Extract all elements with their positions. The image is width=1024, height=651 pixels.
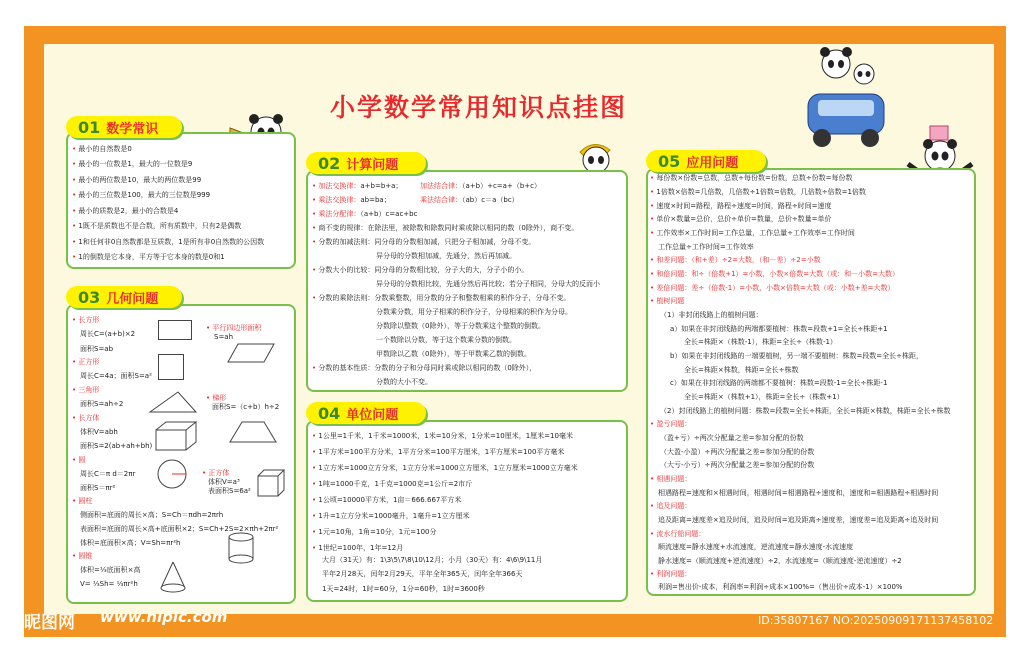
formula: 面积S=（c+b）h÷2: [212, 403, 280, 411]
formula: 体积=底面积×高；V=Sh=πr²h: [80, 539, 181, 547]
list-item: • 1元=10角，1角=10分，1元=100分: [312, 528, 437, 537]
law-row: [420, 196, 519, 205]
law-value: （a+b）c=ac+bc: [360, 210, 418, 218]
list-item: （大亏-小亏）÷两次分配量之差=参加分配的份数: [660, 461, 815, 469]
list-item: 工作总量÷工作时间=工作效率: [658, 243, 754, 251]
formula: 面积S=ab: [80, 345, 114, 353]
formula: 表面积=底面的周长×高+底面积×2；S=Ch+2S=2×πh+2πr²: [80, 525, 279, 533]
list-item: • 追及问题：: [650, 502, 691, 511]
section-title: 数学常识: [106, 121, 159, 137]
law-label: • 乘法交换律：: [312, 196, 360, 204]
list-item: • 1平方米=100平方分米，1平方分米=100平方厘米，1平方厘米=100平方毫米: [312, 448, 564, 457]
list-item: a）如果在非封闭线路的两端都要植树：株数=段数+1=全长÷株距+1: [670, 325, 888, 333]
law-label: • 乘法分配律：: [312, 210, 360, 218]
watermark-id: ID:35807167 NO:20250909171137458102: [758, 614, 994, 627]
law-row: [312, 210, 417, 219]
triangle-shape: [148, 390, 198, 414]
list-item: • 分数的乘除法则：分数乘整数，用分数的分子和整数相乘的积作分子，分母不变。: [312, 294, 570, 303]
section-02-header: [306, 152, 426, 174]
list-item: • 分数的加减法则：同分母的分数相加减，只把分子相加减，分母不变。: [312, 238, 535, 247]
list-item: • 1倍数×倍数=几倍数，几倍数÷1倍数=倍数，几倍数÷倍数=1倍数: [650, 188, 866, 197]
list-item: • 分数的基本性质：分数的分子和分母同时乘或除以相同的数（0除外），: [312, 364, 536, 373]
formula: V= ⅓Sh= ⅓πr²h: [80, 580, 138, 588]
law-row: [312, 196, 391, 205]
trapezoid-shape: [228, 420, 278, 444]
list-item: • 每份数×份数=总数，总数÷每份数=份数，总数÷份数=每份数: [650, 174, 853, 183]
list-item: 大月（31天）有：1\3\5\7\8\10\12月；小月（30天）有：4\6\9\11月: [322, 556, 543, 564]
formula: 体积V=a³: [208, 478, 240, 486]
list-item: • 和倍问题：和÷（倍数+1）=小数，小数×倍数=大数（或：和－小数=大数）: [650, 270, 899, 279]
cube-shape: [256, 468, 286, 498]
section-number: 01: [78, 117, 101, 137]
list-item: b）如果在非封闭线路的一端要植树，另一端不要植树：株数=段数=全长÷株距，: [670, 352, 924, 360]
list-item: • 相遇问题：: [650, 475, 691, 484]
list-item: 相遇路程=速度和×相遇时间，相遇时间=相遇路程÷速度和，速度和=相遇路程÷相遇时间: [658, 489, 939, 497]
list-item: • 差倍问题：差÷（倍数-1）=小数，小数×倍数=大数（或：小数+差=大数）: [650, 284, 895, 293]
list-item: • 最小的一位数是1，最大的一位数是9: [72, 160, 192, 169]
panda-car-icon: [804, 42, 888, 154]
law-row: [312, 182, 402, 191]
shape-name: • 长方体: [72, 414, 99, 423]
law-label: 加法结合律：: [420, 182, 462, 190]
formula: 体积=⅓底面积×高: [80, 566, 141, 574]
list-item: • 最小的自然数是0: [72, 145, 132, 154]
list-item: • 商不变的规律：在除法里，被除数和除数同时乘或除以相同的数（0除外），商不变。: [312, 224, 578, 233]
law-label: • 加法交换律：: [312, 182, 360, 190]
law-value: （a+b）+c=a+（b+c）: [462, 182, 541, 190]
formula: 周长C=(a+b)×2: [80, 330, 136, 338]
list-item: • 植树问题: [650, 297, 684, 306]
list-item: • 1和任何非0自然数都是互质数，1是所有非0自然数的公因数: [72, 238, 264, 247]
shape-name: • 梯形: [206, 394, 226, 403]
cuboid-shape: [154, 420, 198, 452]
section-03-header: [66, 286, 182, 308]
law-value: ab=ba；: [360, 196, 391, 204]
list-item: 平年2月28天，闰年2月29天，平年全年365天，闰年全年366天: [322, 570, 523, 578]
list-item: • 和差问题：（和+差）÷2=大数，（和－差）÷2=小数: [650, 256, 821, 265]
list-item: 全长=株距×（株数+1），株距=全长÷（株数+1）: [684, 393, 844, 401]
shape-name: • 圆锥: [72, 552, 92, 561]
formula: 面积S＝πr²: [80, 484, 116, 492]
list-item: • 1公里=1千米，1千米=1000米，1米=10分米，1分米=10厘米，1厘米=10毫米: [312, 432, 573, 441]
list-item: • 1公顷=10000平方米，1亩＝666.667平方米: [312, 496, 461, 505]
watermark-logo: 昵图网: [24, 613, 75, 633]
list-item: 异分母的分数相比较，先通分然后再比较；若分子相同，分母大的反而小: [376, 280, 600, 288]
list-item: （1）非封闭线路上的植树问题：: [660, 311, 763, 319]
law-value: （ab）c＝a（bc）: [462, 196, 519, 204]
list-item: 全长=株距×株数，株距=全长÷株数: [684, 366, 799, 374]
cone-shape: [158, 560, 188, 594]
formula: 周长C=4a；面积S=a²: [80, 372, 152, 380]
list-item: （大盈-小盈）÷两次分配量之差=参加分配的份数: [660, 448, 815, 456]
shape-name: • 平行四边形面积: [206, 324, 261, 333]
list-item: 全长=株距×（株数-1），株距=全长÷（株数-1）: [684, 338, 837, 346]
list-item: • 1立方米=1000立方分米，1立方分米=1000立方厘米，1立方厘米=1000立方毫米: [312, 464, 578, 473]
shape-name: • 圆: [72, 456, 85, 465]
law-row: [420, 182, 541, 191]
list-item: 异分母的分数相加减，先通分，然后再加减。: [376, 252, 516, 260]
list-item: （2）封闭线路上的植树问题：株数=段数=全长÷株距，全长=株距×株数，株距=全长÷株数: [660, 407, 951, 415]
section-number: 02: [318, 153, 341, 173]
list-item: • 1世纪=100年，1年=12月: [312, 544, 403, 553]
list-item: • 盈亏问题：: [650, 420, 691, 429]
section-title: 单位问题: [346, 407, 399, 423]
formula: 体积V=abh: [80, 428, 118, 436]
section-04-header: [306, 402, 426, 424]
list-item: • 工作效率×工作时间=工作总量，工作总量÷工作效率=工作时间: [650, 229, 855, 238]
list-item: • 1的倒数是它本身，平方等于它本身的数是0和1: [72, 253, 225, 262]
list-item: • 1升=1立方分米=1000毫升，1毫升=1立方厘米: [312, 512, 470, 521]
section-number: 05: [658, 151, 681, 171]
watermark-url: www.nipic.com: [100, 608, 228, 626]
list-item: 分数除以整数（0除外），等于分数乘这个整数的倒数。: [376, 322, 545, 330]
shape-name: • 三角形: [72, 386, 99, 395]
section-title: 计算问题: [346, 157, 399, 173]
section-number: 03: [78, 287, 101, 307]
circle-shape: [156, 458, 188, 490]
page-title: 小学数学常用知识点挂图: [330, 93, 628, 122]
list-item: （盈+亏）÷两次分配量之差=参加分配的份数: [660, 434, 804, 442]
list-item: • 最小的两位数是10，最大的两位数是99: [72, 176, 201, 185]
shape-name: • 正方体: [202, 469, 229, 478]
formula: 面积S=2(ab+ah+bh): [80, 442, 153, 450]
list-item: • 最小的三位数是100，最大的三位数是999: [72, 191, 210, 200]
cylinder-shape: [226, 532, 256, 564]
list-item: • 1既不是质数也不是合数，所有质数中，只有2是偶数: [72, 222, 241, 231]
rectangle-shape: [158, 320, 192, 340]
shape-name: • 长方形: [72, 316, 99, 325]
law-value: a+b=b+a；: [360, 182, 403, 190]
list-item: 追及距离=速度差×追及时间，追及时间=追及距离÷速度差，速度差=追及距离÷追及时间: [658, 516, 939, 524]
list-item: • 分数大小的比较：同分母的分数相比较，分子大的大，分子小的小。: [312, 266, 528, 275]
section-05-header: [646, 150, 766, 172]
list-item: 顺流速度=静水速度+水流速度，逆流速度=静水速度-水流速度: [658, 543, 854, 551]
section-title: 几何问题: [106, 291, 159, 307]
list-item: 一个数除以分数，等于这个数乘分数的倒数。: [376, 336, 516, 344]
shape-name: • 圆柱: [72, 497, 92, 506]
list-item: 静水速度=（顺流速度+逆流速度）÷2，水流速度=（顺流速度-逆流速度）÷2: [658, 557, 902, 565]
formula: 侧面积=底面的周长×高；S=Ch＝πdh=2πrh: [80, 511, 224, 519]
list-item: 利润=售出价-成本，利润率=利润÷成本×100%=（售出价÷成本-1）×100%: [658, 583, 903, 591]
section-title: 应用问题: [686, 155, 739, 171]
formula: 表面积S=6a²: [208, 487, 251, 495]
list-item: • 流水行船问题：: [650, 530, 705, 539]
list-item: • 1吨=1000千克，1千克=1000克=1公斤=2市斤: [312, 480, 472, 489]
list-item: c）如果在非封闭线路的两端都不要植树：株数=段数-1=全长÷株距-1: [670, 379, 888, 387]
list-item: 1天=24时，1时=60分，1分=60秒，1时=3600秒: [322, 585, 485, 593]
formula: S=ah: [214, 333, 234, 341]
list-item: 甲数除以乙数（0除外），等于甲数乘乙数的倒数。: [376, 350, 531, 358]
formula: 面积S=ah÷2: [80, 400, 124, 408]
section-number: 04: [318, 403, 341, 423]
list-item: 分数乘分数，用分子相乘的积作分子，分母相乘的积作为分母。: [376, 308, 572, 316]
list-item: • 利润问题：: [650, 570, 691, 579]
formula: 周长C＝π d＝2πr: [80, 470, 136, 478]
law-label: 乘法结合律：: [420, 196, 462, 204]
list-item: • 速度×时间=路程，路程÷速度=时间，路程÷时间=速度: [650, 202, 832, 211]
list-item: 分数的大小不变。: [376, 378, 432, 386]
square-shape: [158, 354, 184, 380]
shape-name: • 正方形: [72, 358, 99, 367]
section-01-header: [66, 116, 182, 138]
parallelogram-shape: [226, 342, 276, 364]
list-item: • 最小的质数是2，最小的合数是4: [72, 207, 178, 216]
list-item: • 单价×数量=总价，总价÷单价=数量，总价÷数量=单价: [650, 215, 832, 224]
